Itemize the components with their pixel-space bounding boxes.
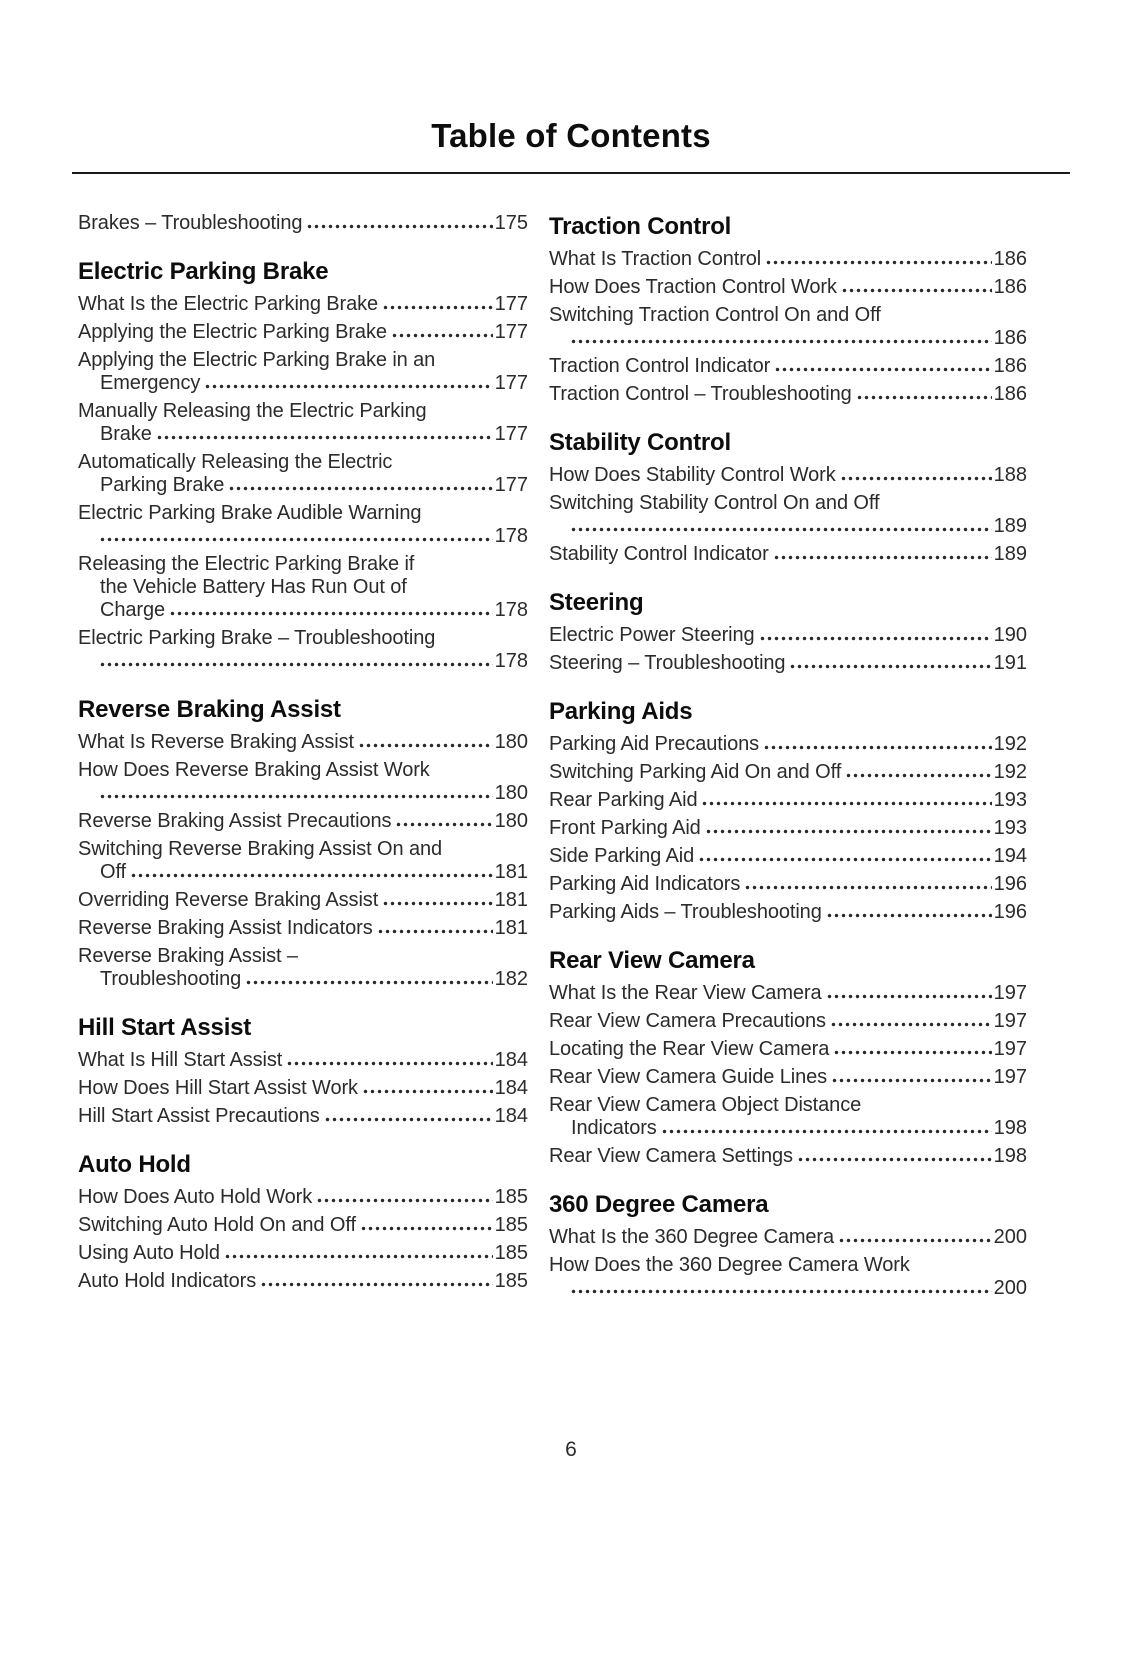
- toc-entry-text: Releasing the Electric Parking Brake if: [78, 553, 415, 575]
- toc-entry-text: Switching Auto Hold On and Off: [78, 1214, 356, 1236]
- toc-section: [78, 257, 528, 673]
- toc-entry-line: [549, 761, 1027, 784]
- toc-entry-line: [549, 789, 1027, 812]
- dotted-leader: [798, 1157, 992, 1162]
- toc-entry: [78, 451, 528, 497]
- toc-entry-page: 178: [494, 599, 528, 621]
- toc-entry-line: [549, 1254, 1027, 1277]
- toc-entry-text: How Does Reverse Braking Assist Work: [78, 759, 430, 781]
- section-heading: Traction Control: [549, 213, 732, 240]
- toc-entry-line: [78, 576, 528, 599]
- dotted-leader: [699, 857, 991, 862]
- toc-entry-line: [549, 1038, 1027, 1061]
- dotted-leader: [229, 486, 492, 491]
- toc-entry-line: [78, 861, 528, 884]
- toc-entry: [549, 276, 1027, 299]
- toc-entry: [78, 1105, 528, 1128]
- toc-entry: [549, 761, 1027, 784]
- toc-entry-text: Locating the Rear View Camera: [549, 1038, 830, 1060]
- toc-entry-text: Rear View Camera Object Distance: [549, 1094, 862, 1116]
- toc-entry-text: Steering – Troubleshooting: [549, 652, 786, 674]
- toc-entry-text: Parking Aid Precautions: [549, 733, 760, 755]
- toc-entry: [78, 293, 528, 316]
- toc-section: [549, 697, 1027, 924]
- toc-entry-page: 177: [494, 321, 528, 343]
- toc-entry-line: [78, 400, 528, 423]
- toc-entry-line: [549, 355, 1027, 378]
- dotted-leader: [841, 476, 992, 481]
- toc-entry-text: How Does Stability Control Work: [549, 464, 836, 486]
- toc-entry-text: What Is Traction Control: [549, 248, 762, 270]
- toc-entry-line: [549, 733, 1027, 756]
- toc-section: [78, 1150, 528, 1293]
- dotted-leader: [396, 822, 492, 827]
- toc-entry-line: [549, 464, 1027, 487]
- toc-entry-page: 190: [993, 624, 1027, 646]
- dotted-leader: [307, 224, 492, 229]
- toc-entry: [549, 1226, 1027, 1249]
- toc-entry: [549, 355, 1027, 378]
- dotted-leader: [764, 745, 992, 750]
- toc-entry: [549, 248, 1027, 271]
- toc-entry-page: 186: [993, 276, 1027, 298]
- toc-entry: [78, 838, 528, 884]
- toc-entry-page: 189: [993, 543, 1027, 565]
- toc-section: [549, 946, 1027, 1168]
- toc-entry-page: 197: [993, 982, 1027, 1004]
- toc-entry: [549, 873, 1027, 896]
- dotted-leader: [100, 794, 493, 799]
- toc-entry: [78, 553, 528, 622]
- toc-entry-text: Switching Parking Aid On and Off: [549, 761, 842, 783]
- dotted-leader: [361, 1226, 493, 1231]
- toc-entry-line: [549, 383, 1027, 406]
- toc-entry-line: [549, 515, 1027, 538]
- dotted-leader: [775, 367, 991, 372]
- toc-entry-page: 188: [993, 464, 1027, 486]
- toc-section: [78, 212, 528, 235]
- dotted-leader: [842, 288, 992, 293]
- toc-entry-text: Electric Power Steering: [549, 624, 755, 646]
- toc-entry-text: Troubleshooting: [100, 968, 242, 990]
- toc-entry-page: 177: [494, 474, 528, 496]
- toc-entry-line: [549, 543, 1027, 566]
- toc-entry: [549, 652, 1027, 675]
- dotted-leader: [205, 384, 492, 389]
- section-heading: 360 Degree Camera: [549, 1191, 769, 1218]
- toc-entry-text: What Is the Electric Parking Brake: [78, 293, 379, 315]
- toc-entry-page: 184: [494, 1049, 528, 1071]
- toc-entry-text: Stability Control Indicator: [549, 543, 769, 565]
- toc-entry-page: 181: [494, 861, 528, 883]
- dotted-leader: [225, 1254, 493, 1259]
- toc-entry: [549, 901, 1027, 924]
- toc-entry: [549, 817, 1027, 840]
- toc-entry-line: [78, 212, 528, 235]
- toc-entry-line: [78, 1242, 528, 1265]
- toc-entry: [78, 1214, 528, 1237]
- toc-entry: [78, 917, 528, 940]
- toc-entry-line: [549, 304, 1027, 327]
- toc-entry-page: 177: [494, 423, 528, 445]
- toc-entry-text: Reverse Braking Assist Precautions: [78, 810, 392, 832]
- toc-entry-line: [549, 1226, 1027, 1249]
- toc-entry: [78, 1049, 528, 1072]
- toc-entry-page: 177: [494, 293, 528, 315]
- toc-entry-text: Brake: [100, 423, 152, 445]
- dotted-leader: [857, 395, 992, 400]
- toc-entry-page: 193: [993, 817, 1027, 839]
- toc-entry-text: Brakes – Troubleshooting: [78, 212, 303, 234]
- dotted-leader: [157, 435, 493, 440]
- toc-entry-line: [78, 293, 528, 316]
- toc-entry: [549, 304, 1027, 350]
- toc-entry: [78, 349, 528, 395]
- toc-entry-text: Parking Brake: [100, 474, 225, 496]
- toc-entry: [549, 464, 1027, 487]
- toc-entry-page: 194: [993, 845, 1027, 867]
- dotted-leader: [832, 1078, 992, 1083]
- toc-entry: [78, 1186, 528, 1209]
- toc-entry-text: the Vehicle Battery Has Run Out of: [100, 576, 407, 598]
- toc-entry-line: [549, 1117, 1027, 1140]
- dotted-leader: [571, 339, 992, 344]
- dotted-leader: [392, 333, 493, 338]
- section-heading: Auto Hold: [78, 1151, 191, 1178]
- toc-entry-line: [78, 502, 528, 525]
- toc-entry-text: Electric Parking Brake – Troubleshooting: [78, 627, 436, 649]
- toc-entry: [549, 789, 1027, 812]
- toc-entry-text: Rear View Camera Guide Lines: [549, 1066, 828, 1088]
- toc-entry-line: [549, 248, 1027, 271]
- toc-entry: [78, 810, 528, 833]
- toc-entry-line: [78, 759, 528, 782]
- toc-entry-line: [549, 1094, 1027, 1117]
- toc-entry-text: What Is the Rear View Camera: [549, 982, 822, 1004]
- toc-entry-page: 186: [993, 383, 1027, 405]
- toc-entry: [78, 1077, 528, 1100]
- toc-entry: [549, 383, 1027, 406]
- toc-entry-page: 185: [494, 1242, 528, 1264]
- toc-entry-line: [78, 423, 528, 446]
- toc-entry-line: [78, 1105, 528, 1128]
- toc-entry: [78, 1270, 528, 1293]
- toc-entry-page: 198: [993, 1145, 1027, 1167]
- toc-entry-page: 193: [993, 789, 1027, 811]
- toc-entry: [549, 733, 1027, 756]
- toc-entry-line: [549, 901, 1027, 924]
- toc-entry-text: Front Parking Aid: [549, 817, 701, 839]
- toc-section: [549, 212, 1027, 406]
- toc-entry-page: 180: [494, 731, 528, 753]
- toc-entry-line: [78, 1077, 528, 1100]
- toc-entry-line: [549, 873, 1027, 896]
- toc-entry-text: Applying the Electric Parking Brake: [78, 321, 387, 343]
- toc-entry-line: [549, 276, 1027, 299]
- toc-columns: [78, 212, 1027, 1305]
- toc-entry-text: How Does Traction Control Work: [549, 276, 837, 298]
- toc-entry-text: What Is Hill Start Assist: [78, 1049, 283, 1071]
- toc-entry-line: [549, 1010, 1027, 1033]
- toc-entry-line: [78, 782, 528, 805]
- dotted-leader: [702, 801, 991, 806]
- toc-entry-line: [78, 372, 528, 395]
- toc-entry-page: 200: [993, 1226, 1027, 1248]
- toc-entry-page: 200: [993, 1277, 1027, 1299]
- toc-entry-text: Traction Control – Troubleshooting: [549, 383, 852, 405]
- toc-entry-page: 180: [494, 782, 528, 804]
- toc-entry: [549, 492, 1027, 538]
- dotted-leader: [745, 885, 991, 890]
- toc-entry-line: [78, 525, 528, 548]
- toc-section: [549, 588, 1027, 675]
- toc-entry-page: 181: [494, 889, 528, 911]
- toc-entry: [78, 759, 528, 805]
- toc-entry-text: What Is the 360 Degree Camera: [549, 1226, 835, 1248]
- dotted-leader: [571, 527, 992, 532]
- toc-entry-page: 182: [494, 968, 528, 990]
- toc-entry-text: Rear View Camera Settings: [549, 1145, 793, 1167]
- toc-entry-line: [549, 1066, 1027, 1089]
- toc-column-left: [78, 212, 528, 1298]
- toc-entry-text: Manually Releasing the Electric Parking: [78, 400, 427, 422]
- toc-entry-line: [78, 1049, 528, 1072]
- page-number: 6: [565, 1438, 577, 1461]
- toc-entry-page: 178: [494, 650, 528, 672]
- toc-entry-page: 192: [993, 733, 1027, 755]
- toc-entry-text: Using Auto Hold: [78, 1242, 220, 1264]
- toc-entry-page: 189: [993, 515, 1027, 537]
- toc-entry-page: 184: [494, 1077, 528, 1099]
- dotted-leader: [790, 664, 991, 669]
- dotted-leader: [766, 260, 992, 265]
- toc-entry-line: [78, 968, 528, 991]
- dotted-leader: [131, 873, 493, 878]
- toc-entry-text: Parking Aid Indicators: [549, 873, 741, 895]
- toc-entry-line: [78, 731, 528, 754]
- toc-entry-page: 185: [494, 1270, 528, 1292]
- toc-entry-text: Auto Hold Indicators: [78, 1270, 257, 1292]
- toc-entry-line: [78, 451, 528, 474]
- toc-entry-line: [78, 650, 528, 673]
- dotted-leader: [325, 1117, 493, 1122]
- title-divider: [72, 172, 1070, 174]
- toc-entry-line: [549, 1145, 1027, 1168]
- section-heading: Parking Aids: [549, 698, 693, 725]
- toc-entry-line: [78, 599, 528, 622]
- toc-entry-line: [78, 474, 528, 497]
- toc-entry-text: How Does Hill Start Assist Work: [78, 1077, 358, 1099]
- toc-entry-text: Applying the Electric Parking Brake in an: [78, 349, 436, 371]
- toc-entry-line: [549, 817, 1027, 840]
- dotted-leader: [831, 1022, 992, 1027]
- toc-entry-page: 196: [993, 901, 1027, 923]
- toc-entry: [78, 400, 528, 446]
- dotted-leader: [363, 1089, 493, 1094]
- dotted-leader: [378, 929, 493, 934]
- toc-entry-page: 178: [494, 525, 528, 547]
- toc-entry-line: [549, 327, 1027, 350]
- dotted-leader: [827, 994, 992, 999]
- toc-entry: [78, 627, 528, 673]
- toc-entry-text: Switching Reverse Braking Assist On and: [78, 838, 443, 860]
- toc-entry: [549, 1094, 1027, 1140]
- toc-entry: [78, 945, 528, 991]
- toc-entry-page: 184: [494, 1105, 528, 1127]
- toc-entry-text: Reverse Braking Assist –: [78, 945, 298, 967]
- toc-entry-line: [549, 982, 1027, 1005]
- toc-entry-text: Switching Traction Control On and Off: [549, 304, 881, 326]
- toc-entry-text: Rear Parking Aid: [549, 789, 698, 811]
- toc-entry-line: [549, 624, 1027, 647]
- section-heading: Rear View Camera: [549, 947, 755, 974]
- toc-entry-page: 175: [494, 212, 528, 234]
- toc-entry-text: What Is Reverse Braking Assist: [78, 731, 354, 753]
- dotted-leader: [706, 829, 992, 834]
- toc-entry-line: [78, 1270, 528, 1293]
- toc-entry: [78, 502, 528, 548]
- toc-entry-page: 177: [494, 372, 528, 394]
- toc-entry-line: [78, 627, 528, 650]
- toc-entry: [78, 1242, 528, 1265]
- toc-entry-line: [78, 838, 528, 861]
- dotted-leader: [100, 537, 493, 542]
- toc-entry-text: Side Parking Aid: [549, 845, 695, 867]
- toc-section: [78, 695, 528, 991]
- toc-entry-text: Reverse Braking Assist Indicators: [78, 917, 373, 939]
- section-heading: Hill Start Assist: [78, 1014, 252, 1041]
- dotted-leader: [839, 1238, 992, 1243]
- toc-entry-text: Electric Parking Brake Audible Warning: [78, 502, 422, 524]
- toc-entry-text: How Does the 360 Degree Camera Work: [549, 1254, 910, 1276]
- toc-entry-text: How Does Auto Hold Work: [78, 1186, 313, 1208]
- toc-entry: [549, 1038, 1027, 1061]
- toc-entry-page: 186: [993, 355, 1027, 377]
- toc-entry-page: 197: [993, 1010, 1027, 1032]
- toc-entry-line: [78, 321, 528, 344]
- toc-section: [549, 428, 1027, 566]
- dotted-leader: [287, 1061, 492, 1066]
- dotted-leader: [100, 662, 493, 667]
- dotted-leader: [246, 980, 492, 985]
- toc-entry-line: [78, 917, 528, 940]
- toc-entry: [78, 212, 528, 235]
- toc-entry-page: 197: [993, 1066, 1027, 1088]
- section-heading: Electric Parking Brake: [78, 258, 329, 285]
- toc-entry: [78, 889, 528, 912]
- dotted-leader: [827, 913, 992, 918]
- dotted-leader: [662, 1129, 992, 1134]
- toc-entry-page: 196: [993, 873, 1027, 895]
- toc-entry-page: 197: [993, 1038, 1027, 1060]
- dotted-leader: [774, 555, 992, 560]
- dotted-leader: [359, 743, 493, 748]
- toc-entry-line: [549, 1277, 1027, 1300]
- toc-entry-page: 191: [993, 652, 1027, 674]
- toc-entry: [78, 731, 528, 754]
- toc-entry-page: 185: [494, 1186, 528, 1208]
- toc-entry: [549, 1010, 1027, 1033]
- toc-entry-line: [78, 553, 528, 576]
- toc-entry-text: Charge: [100, 599, 165, 621]
- dotted-leader: [383, 901, 492, 906]
- dotted-leader: [170, 611, 493, 616]
- toc-entry-text: Hill Start Assist Precautions: [78, 1105, 320, 1127]
- toc-entry-page: 186: [993, 248, 1027, 270]
- toc-entry-page: 181: [494, 917, 528, 939]
- toc-entry-line: [549, 652, 1027, 675]
- section-heading: Steering: [549, 589, 644, 616]
- toc-entry-text: Traction Control Indicator: [549, 355, 771, 377]
- toc-entry-line: [78, 810, 528, 833]
- toc-entry: [549, 1254, 1027, 1300]
- toc-section: [78, 1013, 528, 1128]
- toc-entry-text: Switching Stability Control On and Off: [549, 492, 880, 514]
- toc-entry-page: 186: [993, 327, 1027, 349]
- toc-column-right: [549, 212, 1027, 1305]
- toc-entry-line: [78, 889, 528, 912]
- toc-entry-text: Rear View Camera Precautions: [549, 1010, 826, 1032]
- page-title: Table of Contents: [431, 117, 711, 154]
- toc-entry-text: Automatically Releasing the Electric: [78, 451, 393, 473]
- section-heading: Reverse Braking Assist: [78, 696, 341, 723]
- toc-entry-line: [78, 349, 528, 372]
- toc-entry: [549, 624, 1027, 647]
- toc-entry-text: Overriding Reverse Braking Assist: [78, 889, 379, 911]
- dotted-leader: [571, 1289, 992, 1294]
- toc-entry-page: 192: [993, 761, 1027, 783]
- toc-entry-line: [549, 492, 1027, 515]
- toc-entry: [549, 1066, 1027, 1089]
- toc-entry-text: Parking Aids – Troubleshooting: [549, 901, 822, 923]
- toc-entry-line: [78, 1186, 528, 1209]
- toc-entry-line: [78, 945, 528, 968]
- toc-entry: [549, 543, 1027, 566]
- dotted-leader: [317, 1198, 493, 1203]
- toc-entry-text: Emergency: [100, 372, 201, 394]
- toc-entry-page: 180: [494, 810, 528, 832]
- toc-section: [549, 1190, 1027, 1300]
- toc-entry-page: 185: [494, 1214, 528, 1236]
- toc-entry-line: [549, 845, 1027, 868]
- section-heading: Stability Control: [549, 429, 731, 456]
- toc-entry-text: Indicators: [571, 1117, 657, 1139]
- toc-entry-text: Off: [100, 861, 127, 883]
- toc-entry: [78, 321, 528, 344]
- dotted-leader: [834, 1050, 991, 1055]
- dotted-leader: [760, 636, 992, 641]
- toc-entry-page: 198: [993, 1117, 1027, 1139]
- dotted-leader: [261, 1282, 493, 1287]
- toc-entry: [549, 982, 1027, 1005]
- dotted-leader: [846, 773, 991, 778]
- toc-entry: [549, 845, 1027, 868]
- toc-entry-line: [78, 1214, 528, 1237]
- dotted-leader: [383, 305, 493, 310]
- toc-entry: [549, 1145, 1027, 1168]
